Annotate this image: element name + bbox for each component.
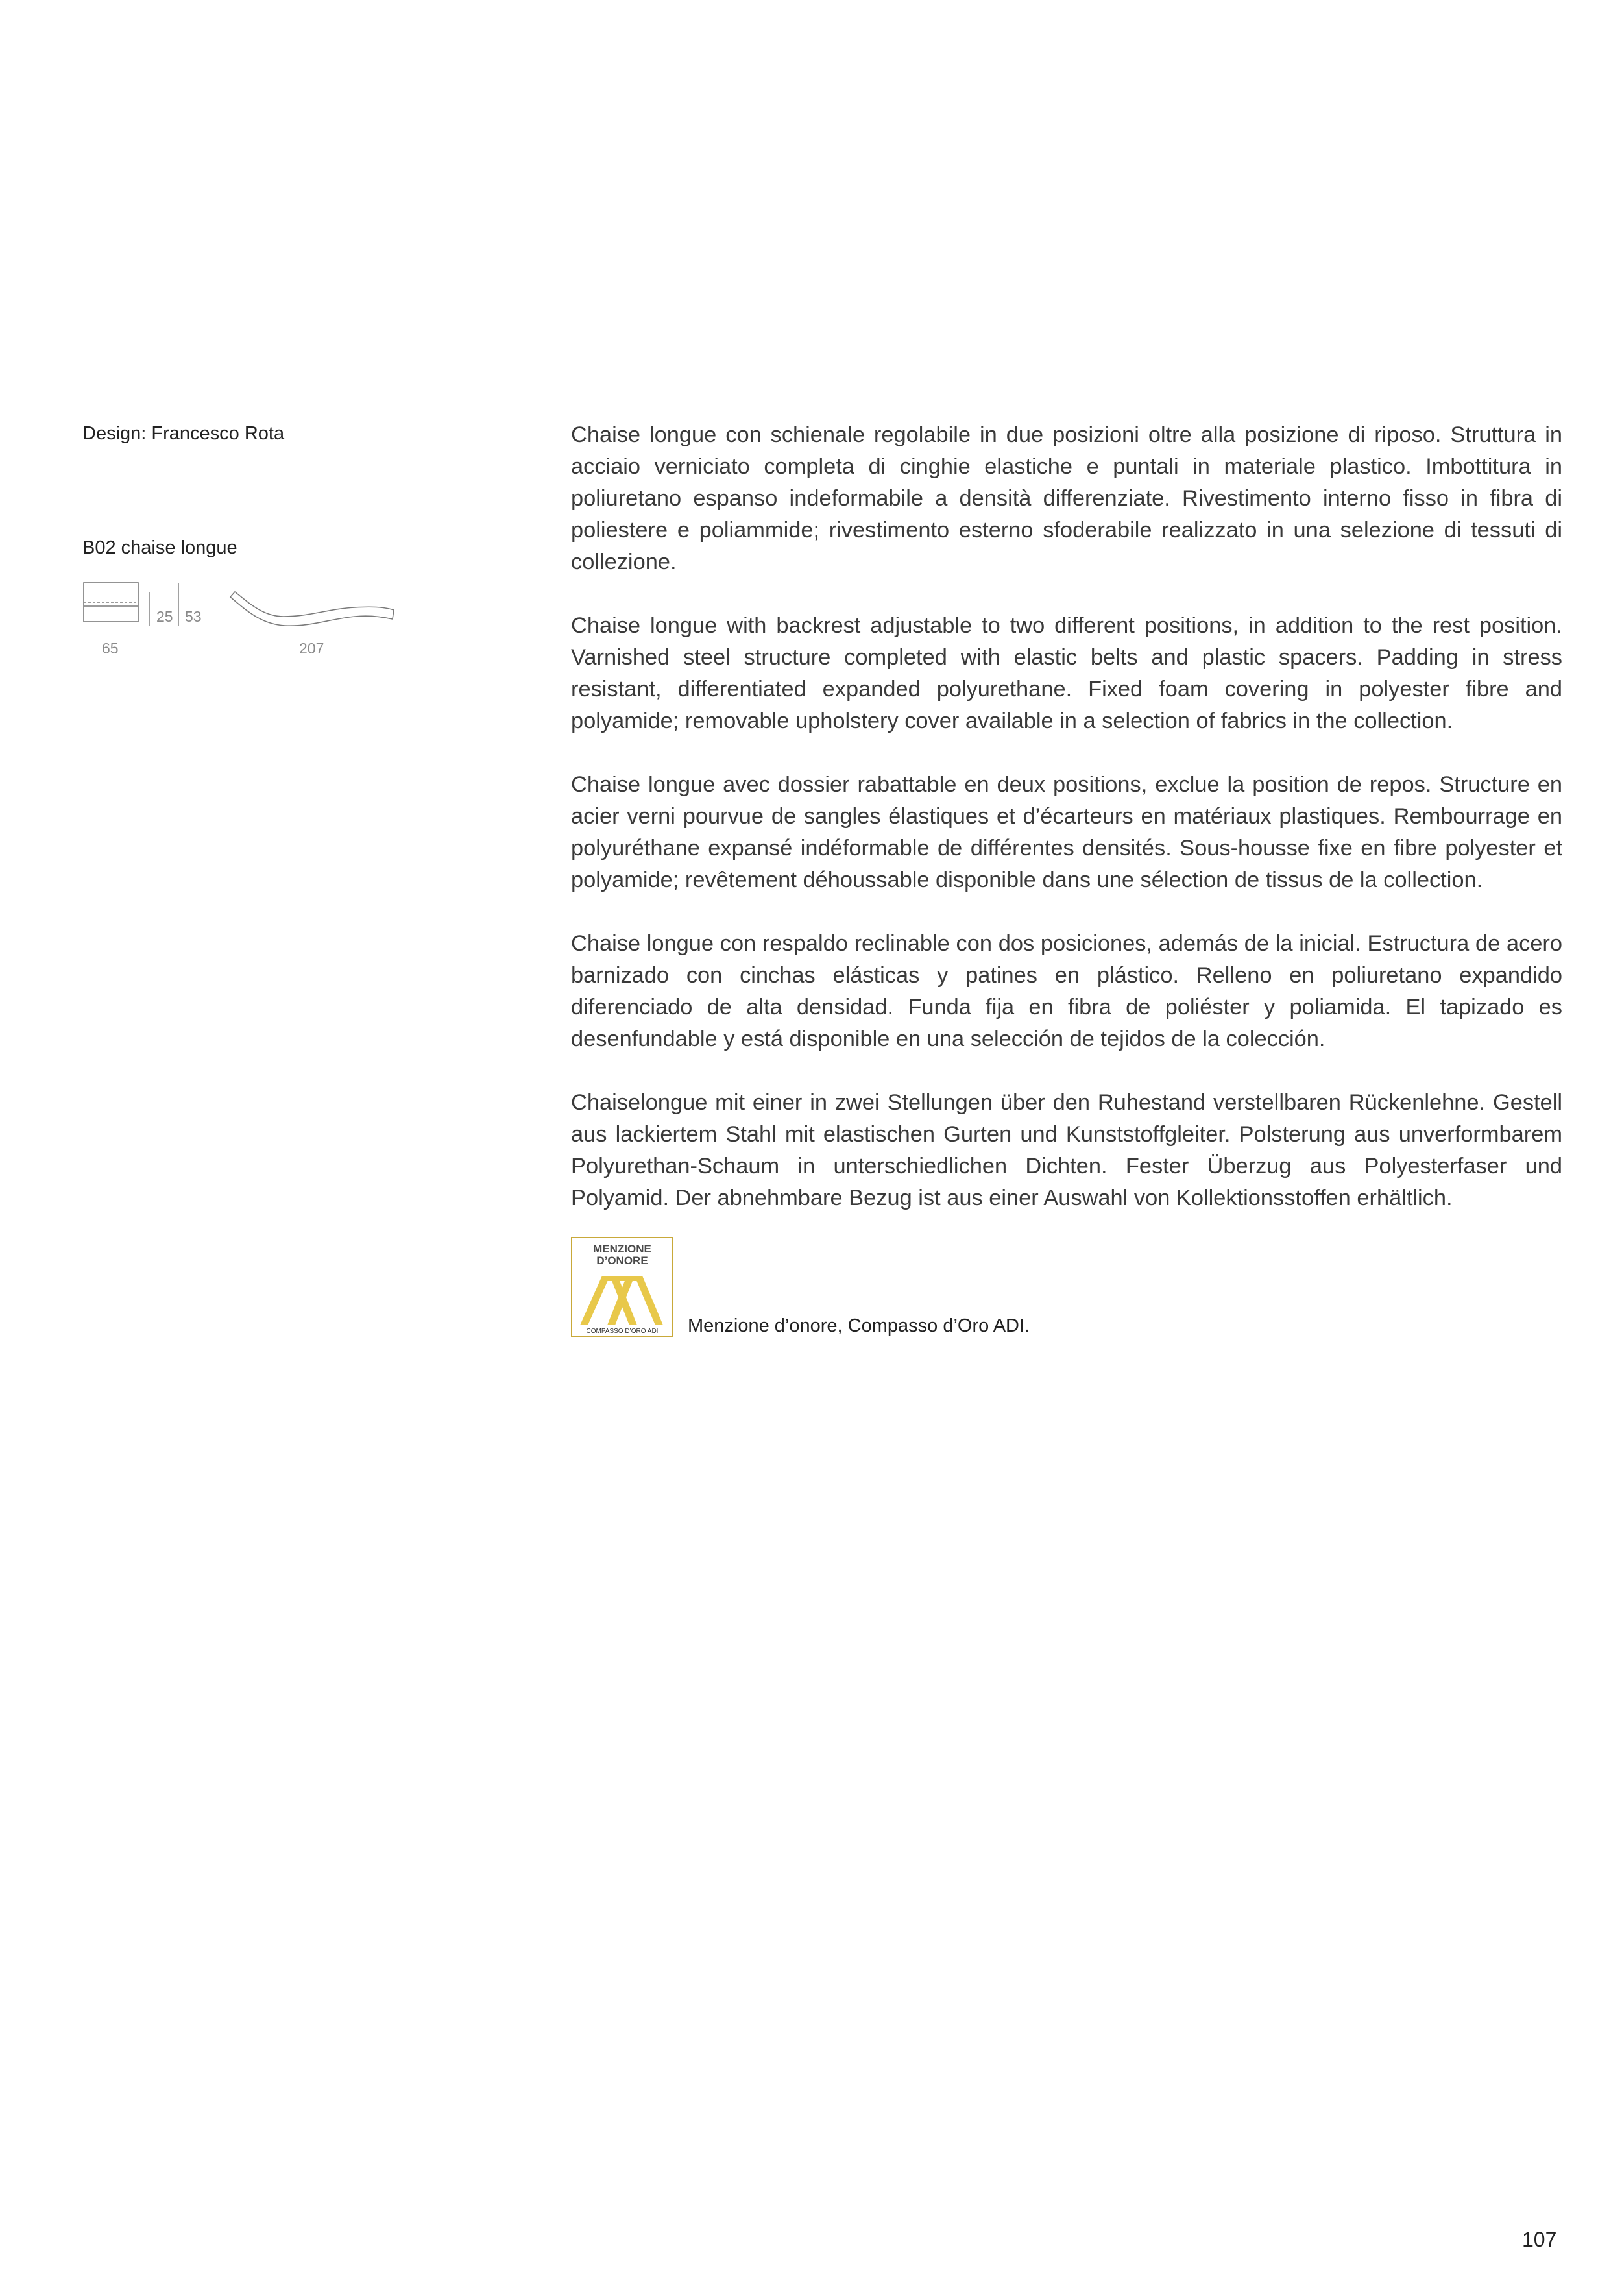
paragraph-german: Chaiselongue mit einer in zwei Stellungen über den Ruhestand verstellbaren Rückenlehne. Gestell aus lackiertem Stahl mit elastischen Gurten und Kunststoffgleiter. Polsterung aus unverformbarem Polyurethan-Schaum in unterschiedlichen Dichten. Fester Überzug aus Polyesterfaser und Polyamid. Der abnehmbare Bezug ist aus einer Auswahl von Kollektionsstoffen erhältlich. [571, 1090, 1562, 1210]
logo-text-line1: MENZIONE [593, 1243, 651, 1255]
logo-footer-text: COMPASSO D’ORO ADI [586, 1328, 659, 1335]
dimension-seat-height: 25 [156, 608, 173, 625]
paragraph-english: Chaise longue with backrest adjustable to two different positions, in addition to the rest position. Varnished steel structure completed with elastic belts and plastic spacers. Padding in stress resistant, differentiated expanded polyurethane. Fixed foam covering in polyester fibre and polyamide; removable upholstery cover available in a selection of fabrics in the collection. [571, 613, 1562, 733]
side-view-drawing [230, 592, 394, 626]
dimension-width: 65 [102, 640, 119, 657]
description-text [571, 419, 1562, 1246]
dimension-length: 207 [299, 640, 324, 657]
logo-text-line2: D’ONORE [596, 1254, 648, 1267]
designer-credit: Design: Francesco Rota [82, 423, 285, 444]
dimension-diagram [82, 579, 394, 657]
paragraph-spanish: Chaise longue con respaldo reclinable con dos posiciones, además de la inicial. Estructura de acero barnizado con cinchas elásticas y patines en plástico. Relleno en poliuretano expandido diferenciado de alta densidad. Funda fija en fibra de poliéster y poliamida. El tapizado es desenfundable y está disponible en una selección de tejidos de la colección. [571, 931, 1562, 1051]
model-name: B02 chaise longue [82, 537, 237, 558]
compasso-doro-logo [571, 1237, 673, 1337]
dimension-total-height: 53 [185, 608, 202, 625]
award-caption: Menzione d’onore, Compasso d’Oro ADI. [688, 1315, 1030, 1336]
top-view-drawing [84, 583, 138, 622]
paragraph-french: Chaise longue avec dossier rabattable en deux positions, exclue la position de repos. Structure en acier verni pourvue de sangles élastiques et d’écarteurs en matériaux plastiques. Rembourrage en polyuréthane expansé indéformable de différentes densités. Sous-housse fixe en fibre polyester et polyamide; revêtement déhoussable disponible dans une sélection de tissus de la collection. [571, 772, 1562, 892]
page-number: 107 [1522, 2228, 1557, 2251]
paragraph-italian: Chaise longue con schienale regolabile in due posizioni oltre alla posizione di riposo. Struttura in acciaio verniciato completa di cinghie elastiche e puntali in materiale plastico. Imbottitura in poliuretano espanso indeformabile a densità differenziate. Rivestimento interno fisso in fibra di poliestere e poliammide; rivestimento esterno sfoderabile realizzato in una selezione di tessuti di collezione. [571, 422, 1562, 574]
